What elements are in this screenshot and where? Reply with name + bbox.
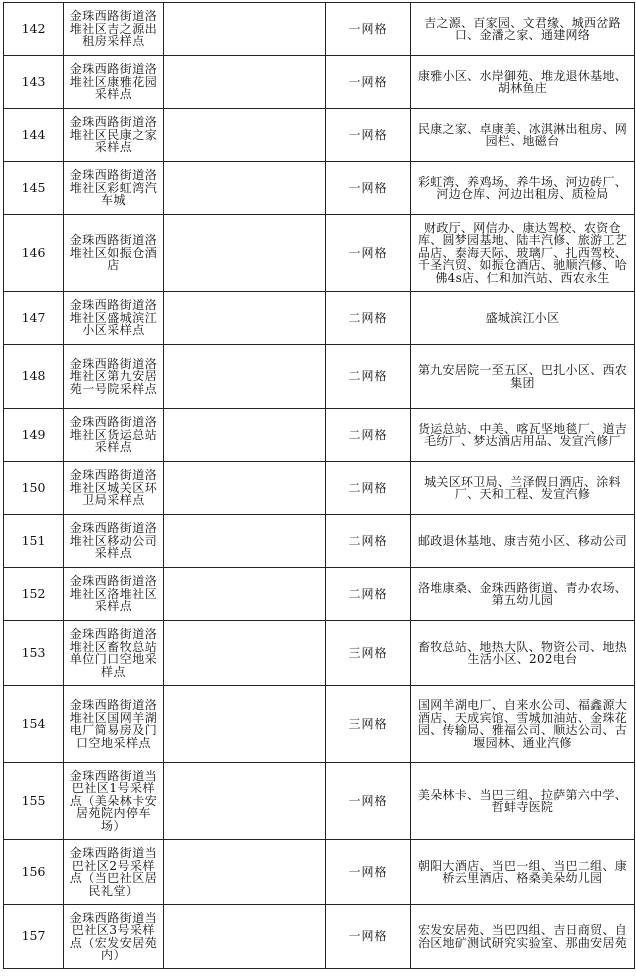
coverage-area: 第九安居院一至五区、巴扎小区、西农集团 (411, 345, 635, 409)
coverage-area: 宏发安居苑、当巴四组、吉日商贸、自治区地矿测试研究实验室、那曲安居苑 (411, 905, 635, 969)
empty-cell (164, 3, 326, 56)
empty-cell (164, 905, 326, 969)
coverage-area: 城关区环卫局、兰泽假日酒店、涂料厂、天和工程、发宣汽修 (411, 462, 635, 515)
table-row (4, 109, 635, 162)
table-row (4, 162, 635, 215)
empty-cell (164, 568, 326, 621)
row-number: 156 (4, 840, 64, 905)
coverage-area: 畜牧总站、地热大队、物资公司、地热生活小区、202电台 (411, 621, 635, 686)
table-row (4, 3, 635, 56)
sampling-point-name: 金珠西路街道当巴社区3号采样点（宏发安居苑内） (64, 905, 164, 969)
empty-cell (164, 621, 326, 686)
coverage-area: 洛堆康桑、金珠西路街道、青办农场、第五幼儿园 (411, 568, 635, 621)
grid-label: 一网格 (326, 840, 411, 905)
coverage-area: 彩虹湾、养鸡场、养牛场、河边砖厂、河边仓库、河边出租房、质检局 (411, 162, 635, 215)
row-number: 148 (4, 345, 64, 409)
row-number: 147 (4, 292, 64, 345)
coverage-area: 美朵林卡、当巴三组、拉萨第六中学、哲蚌寺医院 (411, 763, 635, 840)
table-row (4, 345, 635, 409)
row-number: 149 (4, 409, 64, 462)
table-row (4, 763, 635, 840)
sampling-point-name: 金珠西路街道洛堆社区民康之家采样点 (64, 109, 164, 162)
empty-cell (164, 763, 326, 840)
sampling-point-name: 金珠西路街道洛堆社区彩虹湾汽车城 (64, 162, 164, 215)
sampling-point-name: 金珠西路街道洛堆社区货运总站采样点 (64, 409, 164, 462)
grid-label: 二网格 (326, 462, 411, 515)
table-row (4, 215, 635, 292)
coverage-area: 邮政退休基地、康吉苑小区、移动公司 (411, 515, 635, 568)
row-number: 143 (4, 56, 64, 109)
empty-cell (164, 462, 326, 515)
coverage-area: 康雅小区、水岸御苑、堆龙退休基地、胡林鱼庄 (411, 56, 635, 109)
grid-label: 一网格 (326, 215, 411, 292)
empty-cell (164, 109, 326, 162)
row-number: 145 (4, 162, 64, 215)
empty-cell (164, 515, 326, 568)
grid-label: 一网格 (326, 763, 411, 840)
sampling-points-table (3, 2, 635, 969)
table-row (4, 462, 635, 515)
coverage-area: 国网羊湖电厂、自来水公司、福鑫源大酒店、天成宾馆、雪城加油站、金珠花园、传输局、雅福公司、顺达公司、古堰园林、通业汽修 (411, 686, 635, 763)
sampling-point-name: 金珠西路街道洛堆社区移动公司采样点 (64, 515, 164, 568)
grid-label: 一网格 (326, 56, 411, 109)
grid-label: 二网格 (326, 568, 411, 621)
sampling-point-name: 金珠西路街道洛堆社区康雅花园采样点 (64, 56, 164, 109)
grid-label: 一网格 (326, 109, 411, 162)
row-number: 152 (4, 568, 64, 621)
table-row (4, 409, 635, 462)
sampling-point-name: 金珠西路街道洛堆社区吉之源出租房采样点 (64, 3, 164, 56)
empty-cell (164, 345, 326, 409)
table-row (4, 621, 635, 686)
empty-cell (164, 840, 326, 905)
grid-label: 一网格 (326, 3, 411, 56)
table-row (4, 686, 635, 763)
sampling-point-name: 金珠西路街道洛堆社区城关区环卫局采样点 (64, 462, 164, 515)
row-number: 142 (4, 3, 64, 56)
grid-label: 二网格 (326, 515, 411, 568)
row-number: 153 (4, 621, 64, 686)
table-row (4, 568, 635, 621)
grid-label: 二网格 (326, 292, 411, 345)
coverage-area: 货运总站、中美、喀瓦坚地毯厂、道吉毛纺厂、梦达酒店用品、发宣汽修厂 (411, 409, 635, 462)
grid-label: 一网格 (326, 905, 411, 969)
coverage-area: 民康之家、卓康美、冰淇淋出租房、网园栏、地磁台 (411, 109, 635, 162)
row-number: 157 (4, 905, 64, 969)
coverage-area: 朝阳大酒店、当巴一组、当巴二组、康桥云里酒店、格桑美朵幼儿园 (411, 840, 635, 905)
coverage-area: 财政厅、网信办、康达驾校、农资仓库、圆梦园基地、陆丰汽修、旅游工艺品店、泰海天际、玻璃厂、扎西驾校、千圣汽贸、如振仓酒店、驰顺汽修、哈佛4s店、仁和加汽站、西农永生 (411, 215, 635, 292)
table-row (4, 905, 635, 969)
sampling-point-name: 金珠西路街道洛堆社区第九安居苑一号院采样点 (64, 345, 164, 409)
sampling-point-name: 金珠西路街道洛堆社区畜牧总站单位门口空地采样点 (64, 621, 164, 686)
table-row (4, 56, 635, 109)
empty-cell (164, 409, 326, 462)
row-number: 155 (4, 763, 64, 840)
row-number: 144 (4, 109, 64, 162)
empty-cell (164, 686, 326, 763)
sampling-point-name: 金珠西路街道当巴社区1号采样点（美朵林卡安居苑院内停车场） (64, 763, 164, 840)
coverage-area: 吉之源、百家园、文君缘、城西岔路口、金潘之家、通建网络 (411, 3, 635, 56)
sampling-point-name: 金珠西路街道洛堆社区国网羊湖电厂简易房及门口空地采样点 (64, 686, 164, 763)
grid-label: 二网格 (326, 409, 411, 462)
table-row (4, 515, 635, 568)
empty-cell (164, 162, 326, 215)
empty-cell (164, 56, 326, 109)
sampling-point-name: 金珠西路街道洛堆社区如振仓酒店 (64, 215, 164, 292)
sampling-point-name: 金珠西路街道洛堆社区洛堆社区采样点 (64, 568, 164, 621)
grid-label: 一网格 (326, 162, 411, 215)
grid-label: 三网格 (326, 686, 411, 763)
grid-label: 二网格 (326, 345, 411, 409)
row-number: 154 (4, 686, 64, 763)
table-row (4, 292, 635, 345)
coverage-area: 盛城滨江小区 (411, 292, 635, 345)
sampling-point-name: 金珠西路街道洛堆社区盛城滨江小区采样点 (64, 292, 164, 345)
empty-cell (164, 215, 326, 292)
row-number: 146 (4, 215, 64, 292)
grid-label: 三网格 (326, 621, 411, 686)
table-row (4, 840, 635, 905)
row-number: 150 (4, 462, 64, 515)
row-number: 151 (4, 515, 64, 568)
empty-cell (164, 292, 326, 345)
sampling-point-name: 金珠西路街道当巴社区2号采样点（当巴社区居民礼堂） (64, 840, 164, 905)
